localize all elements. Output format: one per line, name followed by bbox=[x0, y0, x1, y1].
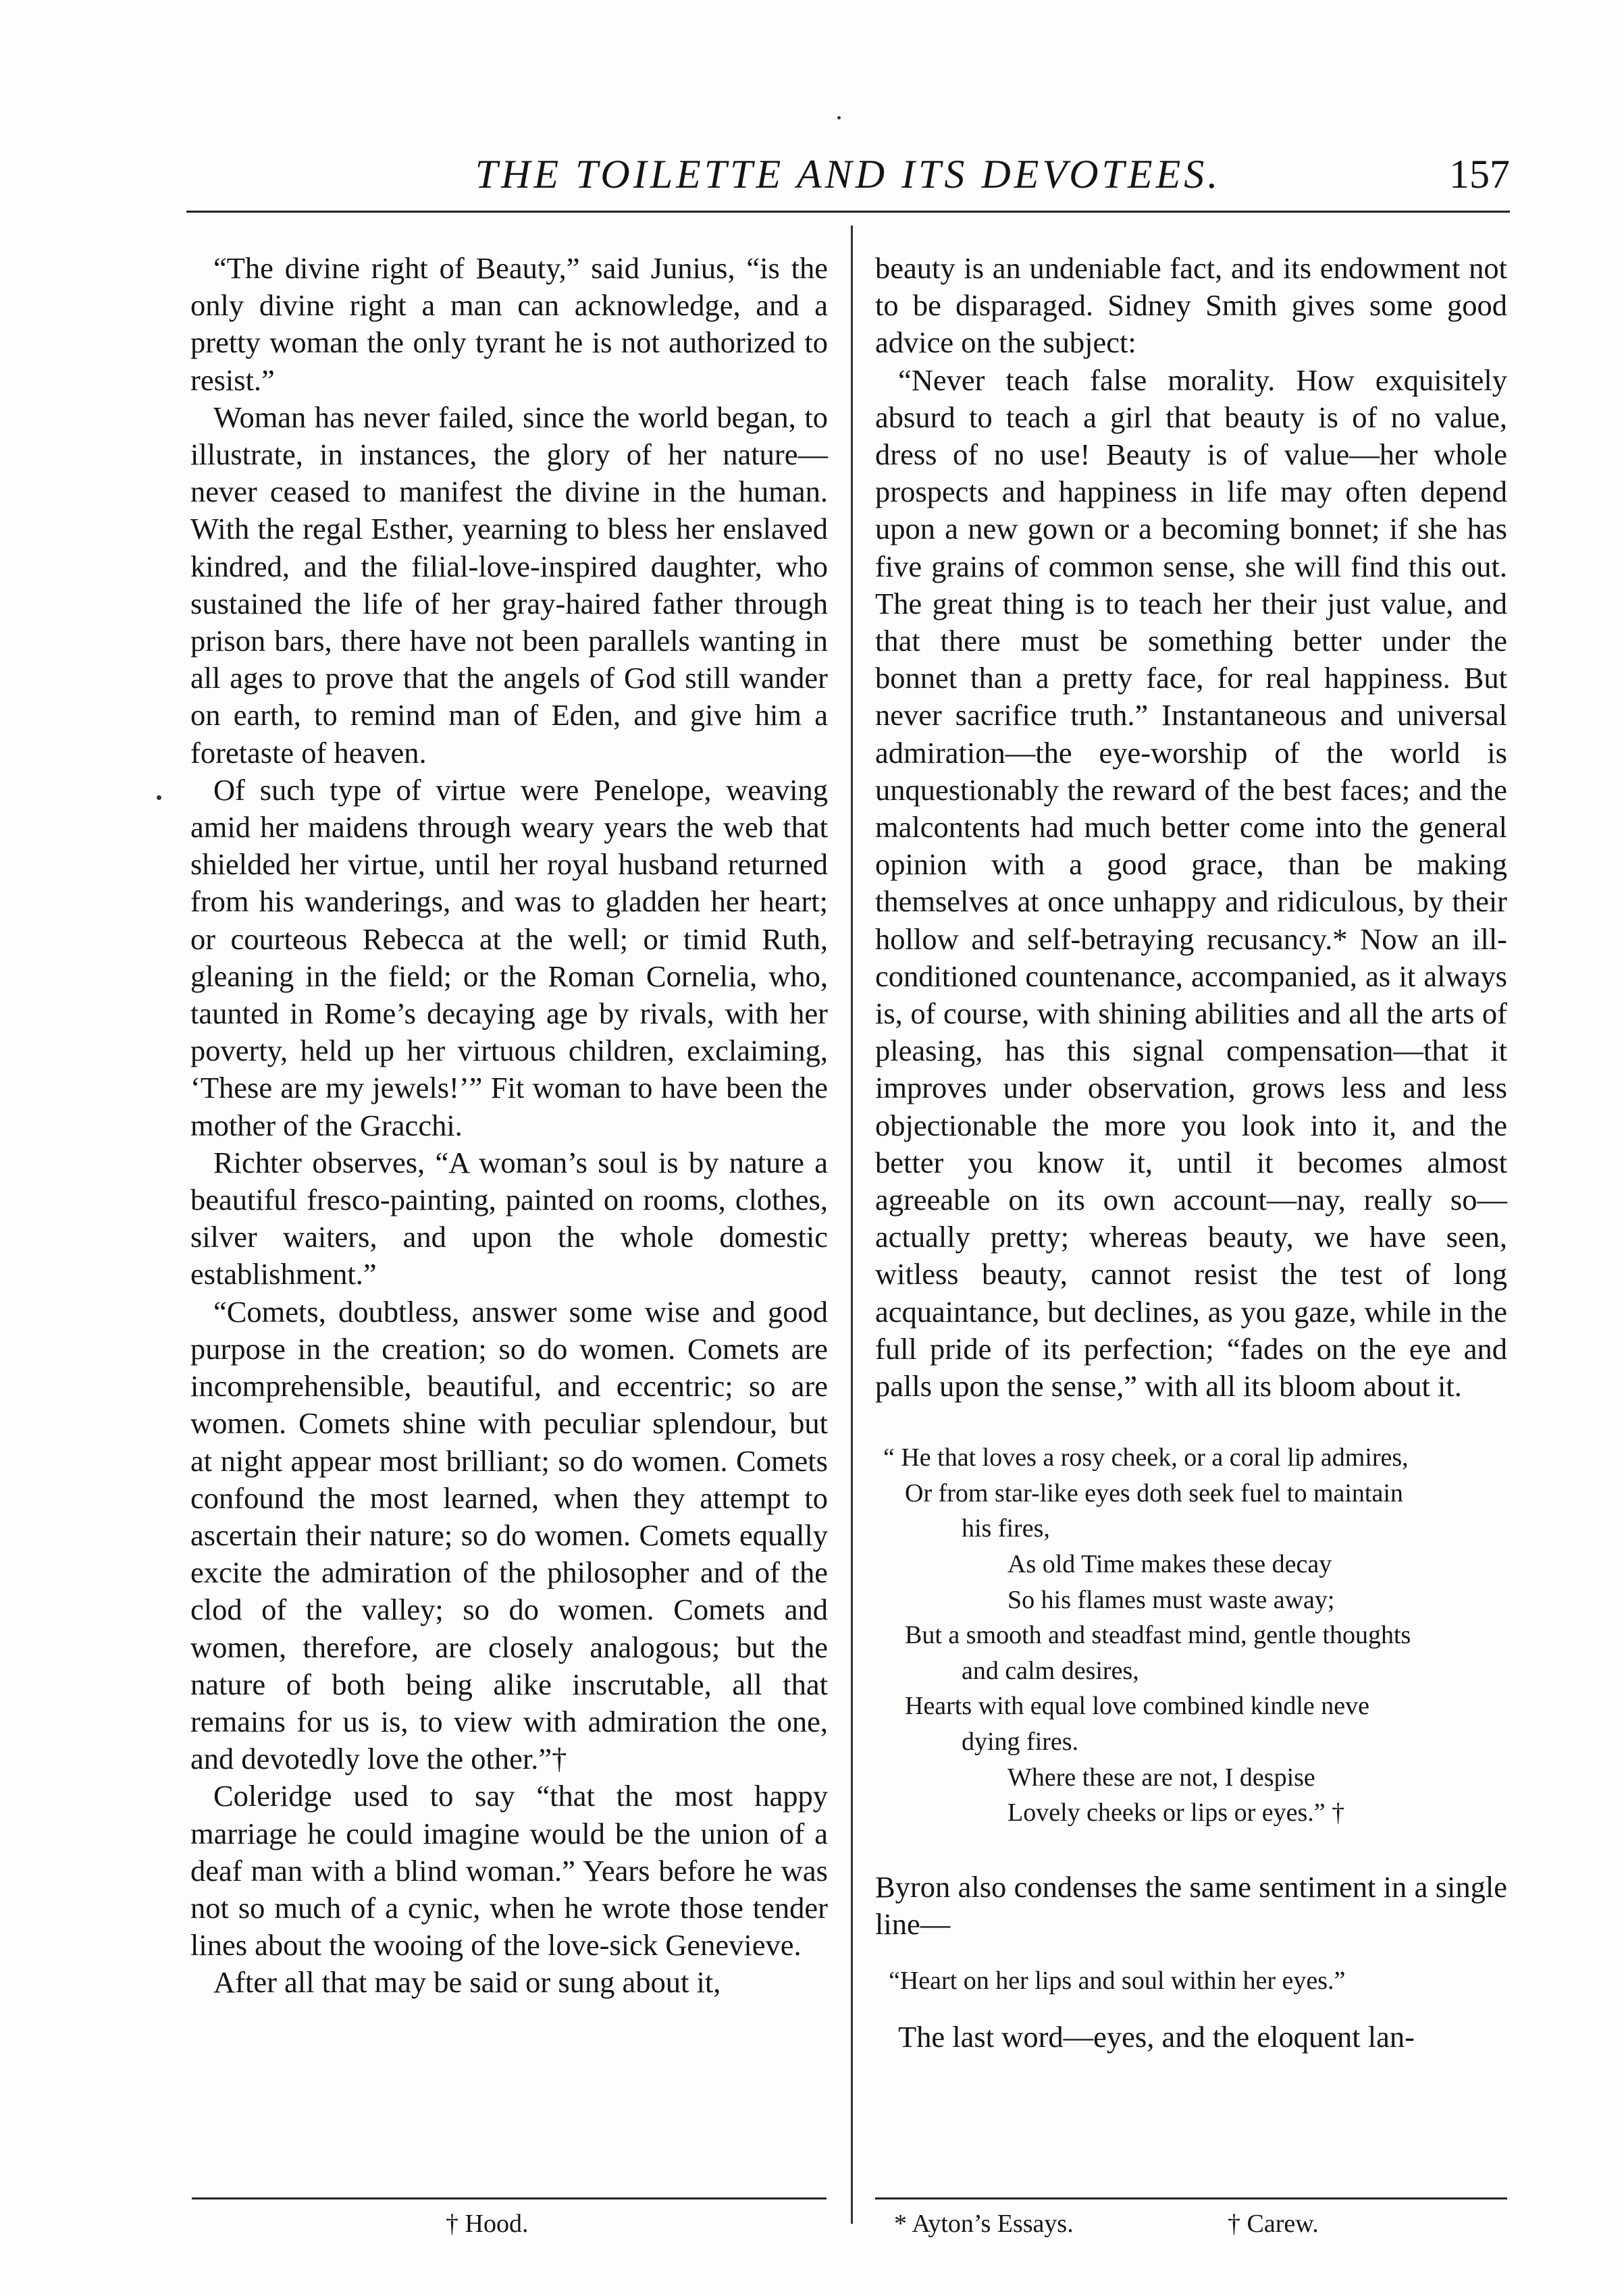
poem-line: Or from star-like eyes doth seek fuel to maintain bbox=[905, 1478, 1403, 1507]
poem-line: Lovely cheeks or lips or eyes.” † bbox=[1007, 1798, 1345, 1827]
paragraph-last-word: The last word—eyes, and the eloquent lan- bbox=[898, 2020, 1415, 2054]
byron-quote: “Heart on her lips and soul within her eyes.” bbox=[889, 1967, 1346, 1996]
paragraph-richter: Richter observes, “A woman’s soul is by nature a beautiful fresco-painting, painted on rooms, clothes, silver waiters, and upon the whole domestic establishment.” bbox=[190, 1145, 828, 1291]
poem-carew bbox=[875, 1440, 1507, 1831]
poem-line: Where these are not, I despise bbox=[1007, 1763, 1315, 1792]
running-title: THE TOILETTE AND ITS DEVOTEES. bbox=[475, 152, 1222, 196]
poem-line: “ He that loves a rosy cheek, or a coral lip admires, bbox=[883, 1443, 1409, 1472]
print-speck bbox=[837, 116, 841, 119]
poem-line: As old Time makes these decay bbox=[1007, 1550, 1332, 1579]
poem-line: dying fires. bbox=[962, 1728, 1079, 1757]
paragraph-beauty-fact: beauty is an undeniable fact, and its endowment not to be disparaged. Sidney Smith gives some good advice on the subject: bbox=[875, 251, 1507, 360]
print-speck bbox=[157, 795, 161, 800]
paragraph-sidney-smith-quote: “Never teach false morality. How exquisitely absurd to teach a girl that beauty is of no value, dress of no use! Beauty is of value—her whole prospects and happiness in life may often depend upon a new gown or a becoming bonnet; if she has five grains of common sense, she will find this out. The great thing is to teach her their just value, and that there must be something better under the bonnet than a pretty face, for real happiness. But never sacrifice truth.” Instantaneous and universal admiration—the eye-worship of the world is unquestionably the reward of the best faces; and the malcontents had much better come into the general opinion with a good grace, than be making themselves at once unhappy and ridiculous, by their hollow and self-betraying recusancy.* Now an ill-conditioned countenance, accompanied, as it always is, of course, with shining abilities and all the arts of pleasing, has this signal compensation—that it improves under observation, grows less and less objectionable the more you look into it, and the better you know it, until it becomes almost agreeable on its own account—nay, really so—actually pretty; whereas beauty, we have seen, witless beauty, cannot resist the test of long acquaintance, but declines, as you gaze, while in the full pride of its perfection; “fades on the eye and palls upon the sense,” with all its bloom about it. bbox=[875, 363, 1507, 1404]
paragraph-junius: “The divine right of Beauty,” said Junius, “is the only divine right a man can acknowledge, and a pretty woman the only tyrant he is not authorized to resist.” bbox=[190, 251, 828, 397]
paragraph-woman-never-failed: Woman has never failed, since the world began, to illustrate, in instances, the glory of her nature—never ceased to manifest the divine in the human. With the regal Esther, yearning to bless her enslaved kindred, and the filial-love-inspired daughter, who sustained the life of her gray-haired father through prison bars, there have not been parallels wanting in all ages to prove that the angels of God still wander on earth, to remind man of Eden, and give him a foretaste of heaven. bbox=[190, 400, 828, 770]
running-head bbox=[186, 147, 1510, 201]
paragraph-coleridge: Coleridge used to say “that the most happy marriage he could imagine would be the union of a deaf man with a blind woman.” Years before he was not so much of a cynic, when he wrote those tender lines about the wooing of the love-sick Genevieve. bbox=[190, 1779, 828, 1963]
footnote-rule-right bbox=[875, 2197, 1507, 2199]
poem-line: his fires, bbox=[962, 1514, 1050, 1543]
poem-line: So his flames must waste away; bbox=[1007, 1585, 1335, 1614]
footnote-hood: † Hood. bbox=[446, 2210, 529, 2238]
paragraph-after-all: After all that may be said or sung about it, bbox=[213, 1965, 721, 2000]
column-divider bbox=[851, 225, 853, 2224]
left-column bbox=[190, 250, 828, 2002]
footnote-carew: † Carew. bbox=[1228, 2210, 1319, 2238]
paragraph-penelope: Of such type of virtue were Penelope, weaving amid her maidens through weary years the web that shielded her virtue, until her royal husband returned from his wanderings, and was to gladden her heart; or courteous Rebecca at the well; or timid Ruth, gleaning in the field; or the Roman Cornelia, who, taunted in Rome’s decaying age by rivals, with her poverty, held up her virtuous children, exclaiming, ‘These are my jewels!’” Fit woman to have been the mother of the Gracchi. bbox=[190, 772, 828, 1142]
poem-line: Hearts with equal love combined kindle neve bbox=[905, 1692, 1370, 1721]
right-column bbox=[875, 250, 1507, 2056]
footnote-ayton: * Ayton’s Essays. bbox=[894, 2210, 1074, 2238]
paragraph-comets: “Comets, doubtless, answer some wise and good purpose in the creation; so do women. Comets are incomprehensible, beautiful, and eccentric; so are women. Comets shine with peculiar splendour, but at night appear most brilliant; so do women. Comets confound the most learned, when they attempt to ascertain their nature; so do women. Comets equally excite the admiration of the philosopher and of the clod of the valley; so do women. Comets and women, therefore, are closely analogous; but the nature of both being alike inscrutable, all that remains for us is, to view with admiration the one, and devotedly love the other.”† bbox=[190, 1294, 828, 1776]
paragraph-byron: Byron also condenses the same sentiment in a single line— bbox=[875, 1869, 1507, 1942]
poem-line: But a smooth and steadfast mind, gentle thoughts bbox=[905, 1621, 1411, 1650]
header-rule bbox=[186, 211, 1510, 213]
footnote-rule-left bbox=[192, 2197, 827, 2199]
poem-line: and calm desires, bbox=[962, 1656, 1139, 1685]
page-number: 157 bbox=[1449, 152, 1510, 196]
